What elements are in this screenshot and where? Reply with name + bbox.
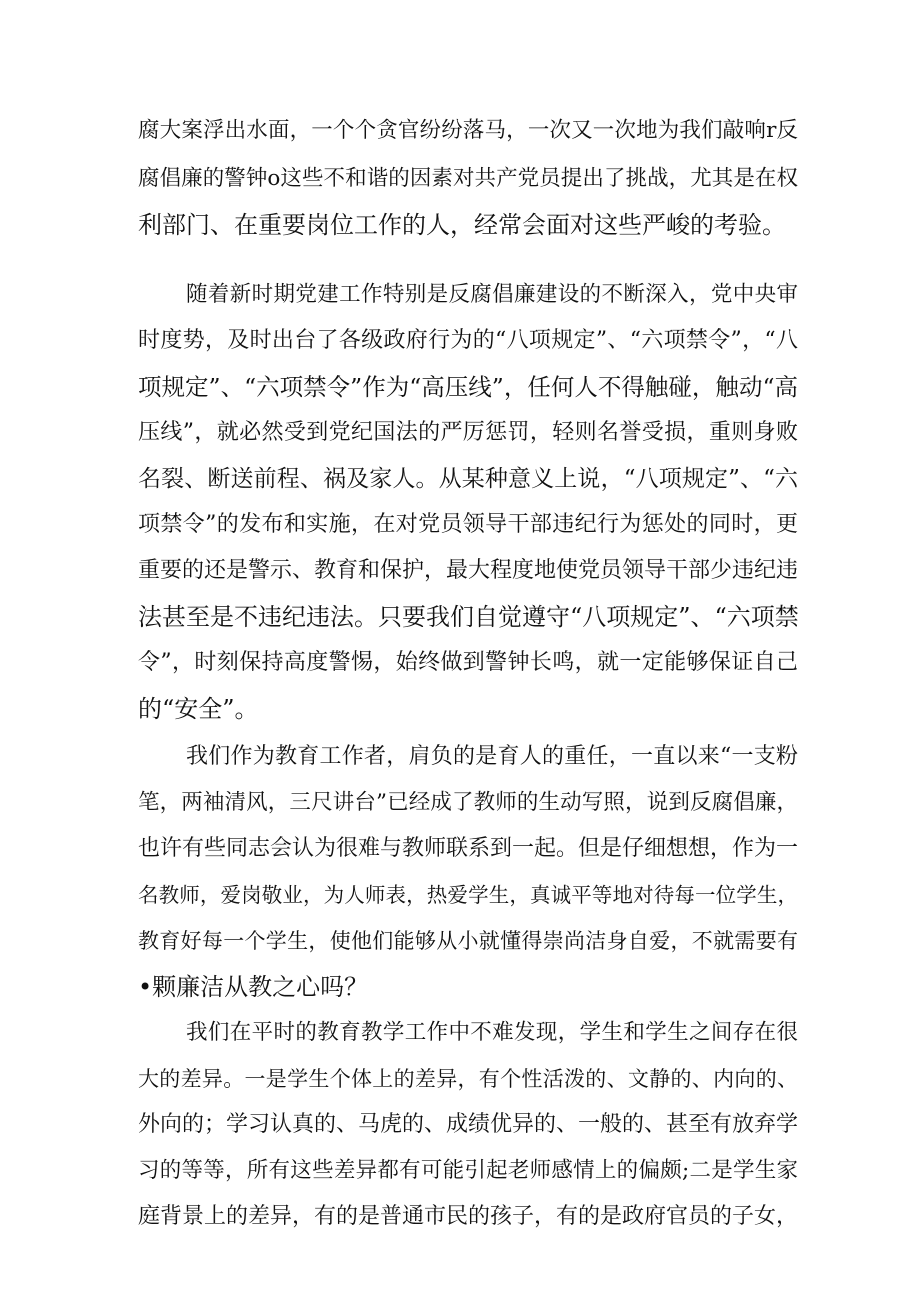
- paragraph-2-line-3: 项规定”、“六项禁令”作为“高压线”，任何人不得触碰，触动“高: [138, 373, 798, 401]
- paragraph-2-line-2: 时度势，及时出台了各级政府行为的“八项规定”、“六项禁令”，“八: [138, 328, 798, 353]
- paragraph-4-line-3: 外向的；学习认真的、马虎的、成绩优异的、一般的、甚至有放弃学: [138, 1112, 799, 1137]
- paragraph-3-line-5: 教育好每一个学生，使他们能够从小就懂得崇尚洁身自爱，不就需要有: [138, 929, 798, 953]
- paragraph-4-line-1: 我们在平时的教育教学工作中不难发现，学生和学生之间存在很: [186, 1020, 798, 1045]
- paragraph-4-line-4: 习的等等，所有这些差异都有可能引起老师感情上的偏颇;二是学生家: [138, 1158, 798, 1183]
- paragraph-2-line-6: 项禁令”的发布和实施，在对党员领导干部违纪行为惩处的同时，更: [138, 512, 798, 537]
- paragraph-2-line-8: 法甚至是不违纪违法。只要我们自觉遵守“八项规定”、“六项禁: [138, 603, 799, 631]
- paragraph-1-line-3: 利部门、在重要岗位工作的人，经常会面对这些严峻的考验。: [138, 211, 786, 239]
- paragraph-4-line-2: 大的差异。一是学生个体上的差异，有个性活泼的、文静的、内向的、: [138, 1067, 798, 1091]
- paragraph-2-line-10: 的“安全”。: [138, 695, 259, 723]
- paragraph-3-line-6: •颗廉洁从教之心吗？: [138, 973, 369, 1001]
- paragraph-3-line-1: 我们作为教育工作者，肩负的是育人的重任，一直以来“一支粉: [186, 744, 798, 769]
- paragraph-3-line-3: 也许有些同志会认为很难与教师联系到一起。但是仔细想想，作为一: [138, 836, 799, 861]
- paragraph-3-line-4: 名教师，爱岗敬业，为人师表，热爱学生，真诚平等地对待每一位学生，: [138, 883, 798, 907]
- paragraph-2-line-9: 令”，时刻保持高度警惕，始终做到警钟长鸣，就一定能够保证自己: [138, 650, 798, 675]
- paragraph-3-line-2: 笔，两袖清风，三尺讲台”已经成了教师的生动写照，说到反腐倡廉，: [138, 790, 798, 815]
- paragraph-2-line-7: 重要的还是警示、教育和保护，最大程度地使党员领导干部少违纪违: [138, 558, 799, 583]
- paragraph-4-line-5: 庭背景上的差异，有的是普通市民的孩子，有的是政府官员的子女，: [138, 1204, 799, 1229]
- paragraph-2-line-1: 随着新时期党建工作特别是反腐倡廉建设的不断深入，党中央审: [186, 282, 798, 307]
- paragraph-1-line-2: 腐倡廉的警钟o这些不和谐的因素对共产党员提出了挑战，尤其是在权: [138, 166, 798, 191]
- paragraph-2-line-4: 压线”，就必然受到党纪国法的严厉惩罚，轻则名誉受损，重则身败: [138, 420, 798, 445]
- paragraph-1-line-1: 腐大案浮出水面，一个个贪官纷纷落马，一次又一次地为我们敲响r反: [138, 118, 798, 143]
- paragraph-2-line-5: 名裂、断送前程、祸及家人。从某种意义上说，“八项规定”、“六: [138, 466, 798, 492]
